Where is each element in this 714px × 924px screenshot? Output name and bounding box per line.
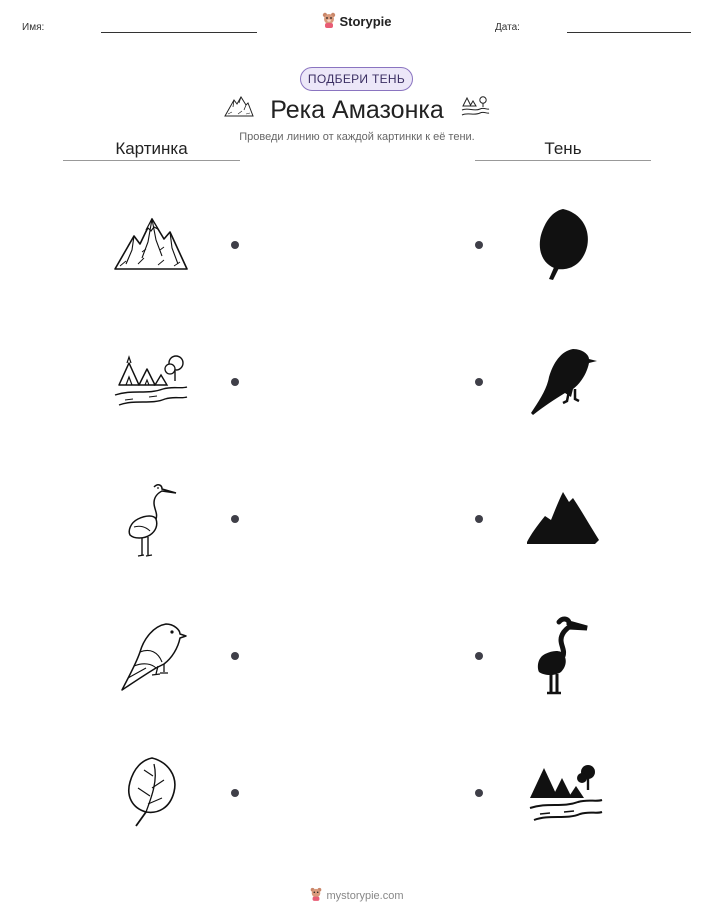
title-village-icon [460, 93, 490, 124]
shadow-mountains [525, 490, 601, 548]
match-dot-picture-1[interactable] [231, 241, 239, 249]
match-dot-picture-3[interactable] [231, 515, 239, 523]
match-dot-picture-2[interactable] [231, 378, 239, 386]
footer-url[interactable]: mystorypie.com [326, 889, 404, 902]
match-dot-shadow-3[interactable] [475, 515, 483, 523]
column-underline-left [63, 160, 240, 161]
match-dot-shadow-5[interactable] [475, 789, 483, 797]
column-underline-right [475, 160, 651, 161]
footer-logo-icon [310, 887, 322, 904]
picture-bird [116, 618, 188, 692]
name-label: Имя: [22, 22, 45, 33]
bear-logo-icon [322, 12, 336, 31]
footer [0, 887, 714, 904]
shadow-bird [525, 343, 599, 419]
shadow-leaf [533, 205, 593, 285]
brand-logo [0, 12, 714, 33]
picture-leaf [124, 754, 180, 830]
activity-badge: ПОДБЕРИ ТЕНЬ [300, 67, 413, 91]
instructions: Проведи линию от каждой картинки к её тени. [239, 131, 475, 143]
picture-village-river [113, 349, 189, 411]
date-label: Дата: [495, 22, 520, 33]
column-header-shadows: Тень [544, 139, 582, 158]
match-dot-shadow-2[interactable] [475, 378, 483, 386]
picture-heron [124, 479, 178, 559]
match-dot-shadow-4[interactable] [475, 652, 483, 660]
brand-name: Storypie [339, 14, 392, 29]
picture-mountains [112, 214, 190, 274]
column-header-pictures: Картинка [115, 139, 188, 158]
match-dot-picture-4[interactable] [231, 652, 239, 660]
page-title: Река Амазонка [270, 96, 444, 124]
match-dot-shadow-1[interactable] [475, 241, 483, 249]
match-dot-picture-5[interactable] [231, 789, 239, 797]
shadow-village-river [526, 758, 604, 826]
shadow-heron [535, 614, 589, 696]
